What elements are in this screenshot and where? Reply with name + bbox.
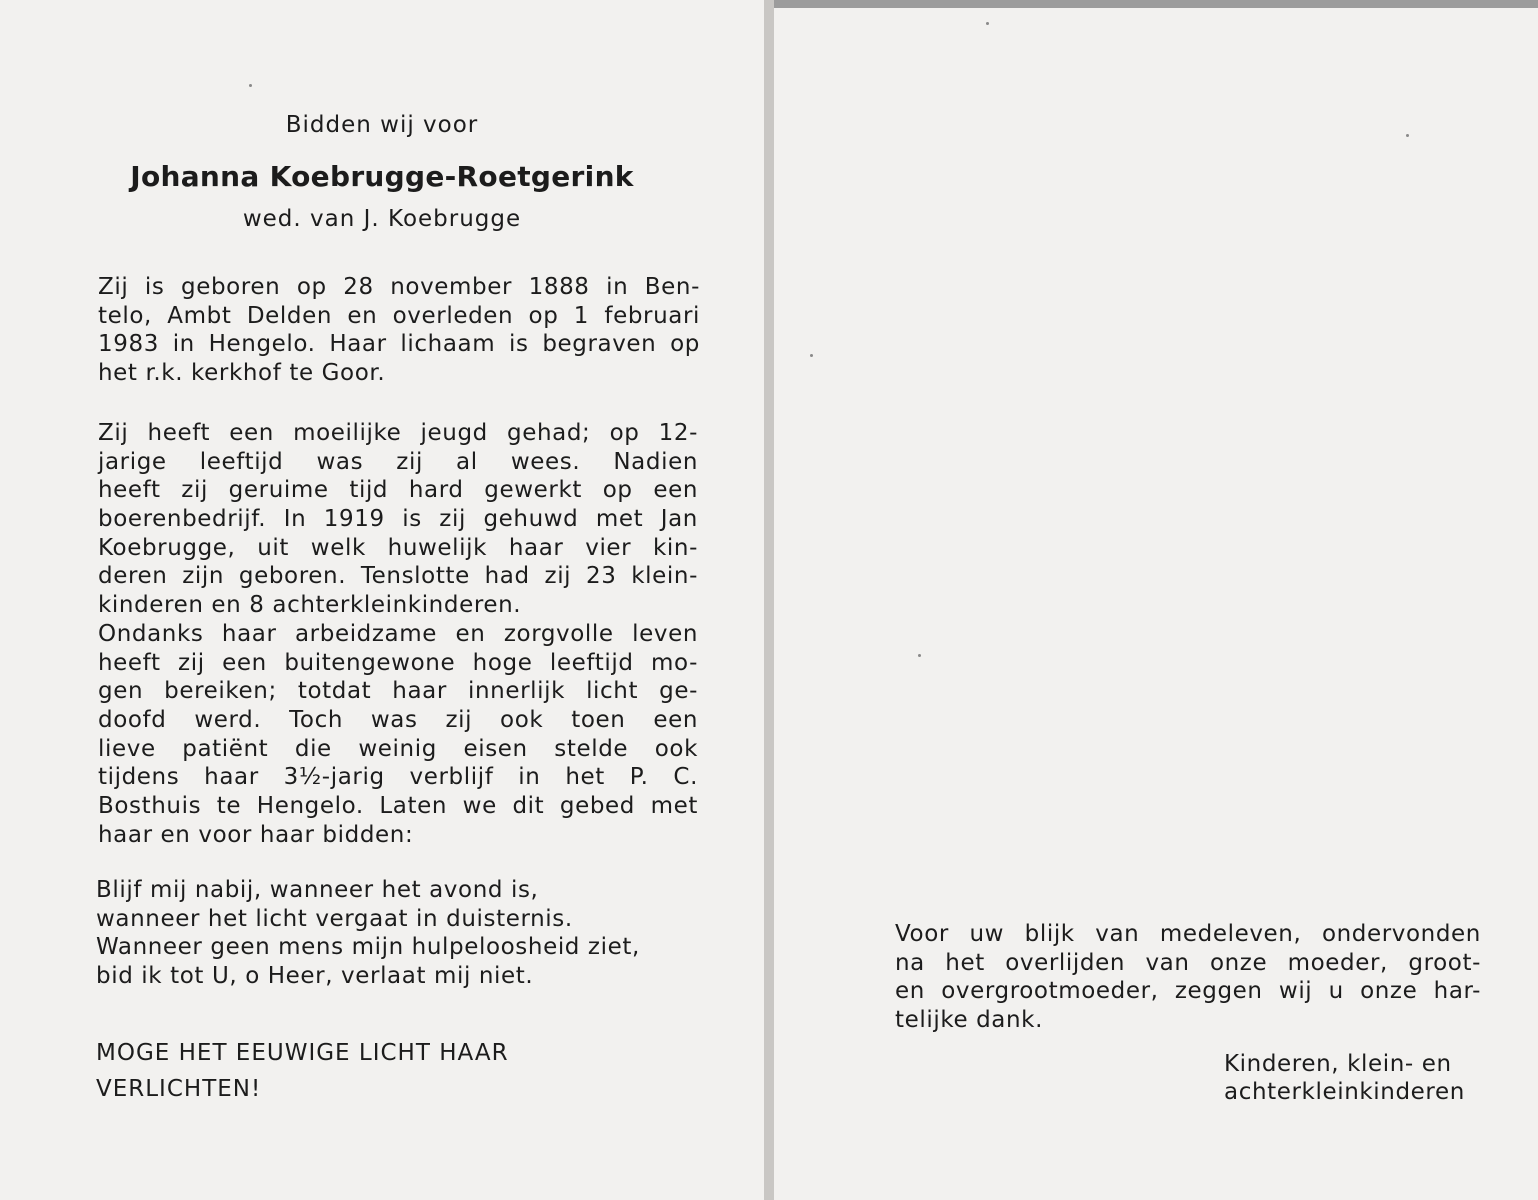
paragraph-line: Ondanks haar arbeidzame en zorgvolle leven: [98, 620, 698, 647]
paragraph-line: Bosthuis te Hengelo. Laten we dit gebed met: [98, 792, 698, 819]
paragraph-line: telo, Ambt Delden en overleden op 1 februari: [98, 302, 700, 329]
closing-blessing: [96, 1035, 696, 1107]
deceased-name: Johanna Koebrugge-Roetgerink: [130, 160, 634, 193]
poem-line: Wanneer geen mens mijn hulpeloosheid ziet,: [96, 934, 640, 961]
paragraph-line: jarige leeftijd was zij al wees. Nadien: [98, 448, 698, 475]
paragraph-line: en overgrootmoeder, zeggen wij u onze har-: [895, 978, 1481, 1005]
poem-line: wanneer het licht vergaat in duisternis.: [96, 905, 573, 932]
signature-line: achterkleinkinderen: [1224, 1079, 1465, 1105]
life-paragraph: [98, 419, 698, 849]
paragraph-line: Zij is geboren op 28 november 1888 in Ben-: [98, 274, 700, 300]
intro-text: Bidden wij voor: [285, 112, 479, 138]
poem-line: bid ik tot U, o Heer, verlaat mij niet.: [96, 963, 534, 990]
paragraph-line: boerenbedrijf. In 1919 is zij gehuwd met Jan: [98, 506, 698, 533]
paragraph-line: lieve patiënt die weinig eisen stelde ook: [98, 735, 698, 762]
thanks-paragraph: [895, 920, 1481, 1035]
paragraph-line: het r.k. kerkhof te Goor.: [98, 360, 386, 387]
paper-speck: [918, 654, 921, 657]
birth-paragraph: [98, 273, 700, 388]
paragraph-line: doofd werd. Toch was zij ook toen een: [98, 706, 698, 733]
paper-speck: [249, 84, 252, 87]
closing-line: MOGE HET EEUWIGE LICHT HAAR: [96, 1040, 509, 1066]
paragraph-line: haar en voor haar bidden:: [98, 821, 414, 848]
prayer-poem: [96, 876, 696, 991]
paragraph-line: tijdens haar 3½-jarig verblijf in het P. C.: [98, 764, 698, 791]
card-divider: [764, 0, 774, 1200]
closing-line: VERLICHTEN!: [96, 1076, 262, 1102]
paragraph-line: na het overlijden van onze moeder, groot-: [895, 949, 1481, 976]
paragraph-line: deren zijn geboren. Tenslotte had zij 23 klein-: [98, 563, 698, 590]
paragraph-line: 1983 in Hengelo. Haar lichaam is begraven op: [98, 331, 700, 358]
paragraph-line: telijke dank.: [895, 1007, 1044, 1034]
paragraph-line: Zij heeft een moeilijke jeugd gehad; op 12-: [98, 420, 698, 446]
paragraph-line: heeft zij geruime tijd hard gewerkt op een: [98, 477, 698, 504]
paragraph-line: Koebrugge, uit welk huwelijk haar vier kin-: [98, 534, 698, 561]
memorial-card-front: [0, 0, 764, 1200]
paper-speck: [1406, 134, 1409, 137]
poem-line: Blijf mij nabij, wanneer het avond is,: [96, 877, 539, 903]
signature-line: Kinderen, klein- en: [1224, 1051, 1452, 1077]
widow-of-text: wed. van J. Koebrugge: [242, 206, 522, 232]
paragraph-line: kinderen en 8 achterkleinkinderen.: [98, 592, 522, 619]
paragraph-line: Voor uw blijk van medeleven, ondervonden: [895, 921, 1481, 947]
paragraph-line: heeft zij een buitengewone hoge leeftijd mo-: [98, 649, 698, 676]
paragraph-line: gen bereiken; totdat haar innerlijk licht ge-: [98, 678, 698, 705]
paper-speck: [986, 22, 989, 25]
family-signature: [1224, 1050, 1504, 1106]
paper-speck: [810, 354, 813, 357]
